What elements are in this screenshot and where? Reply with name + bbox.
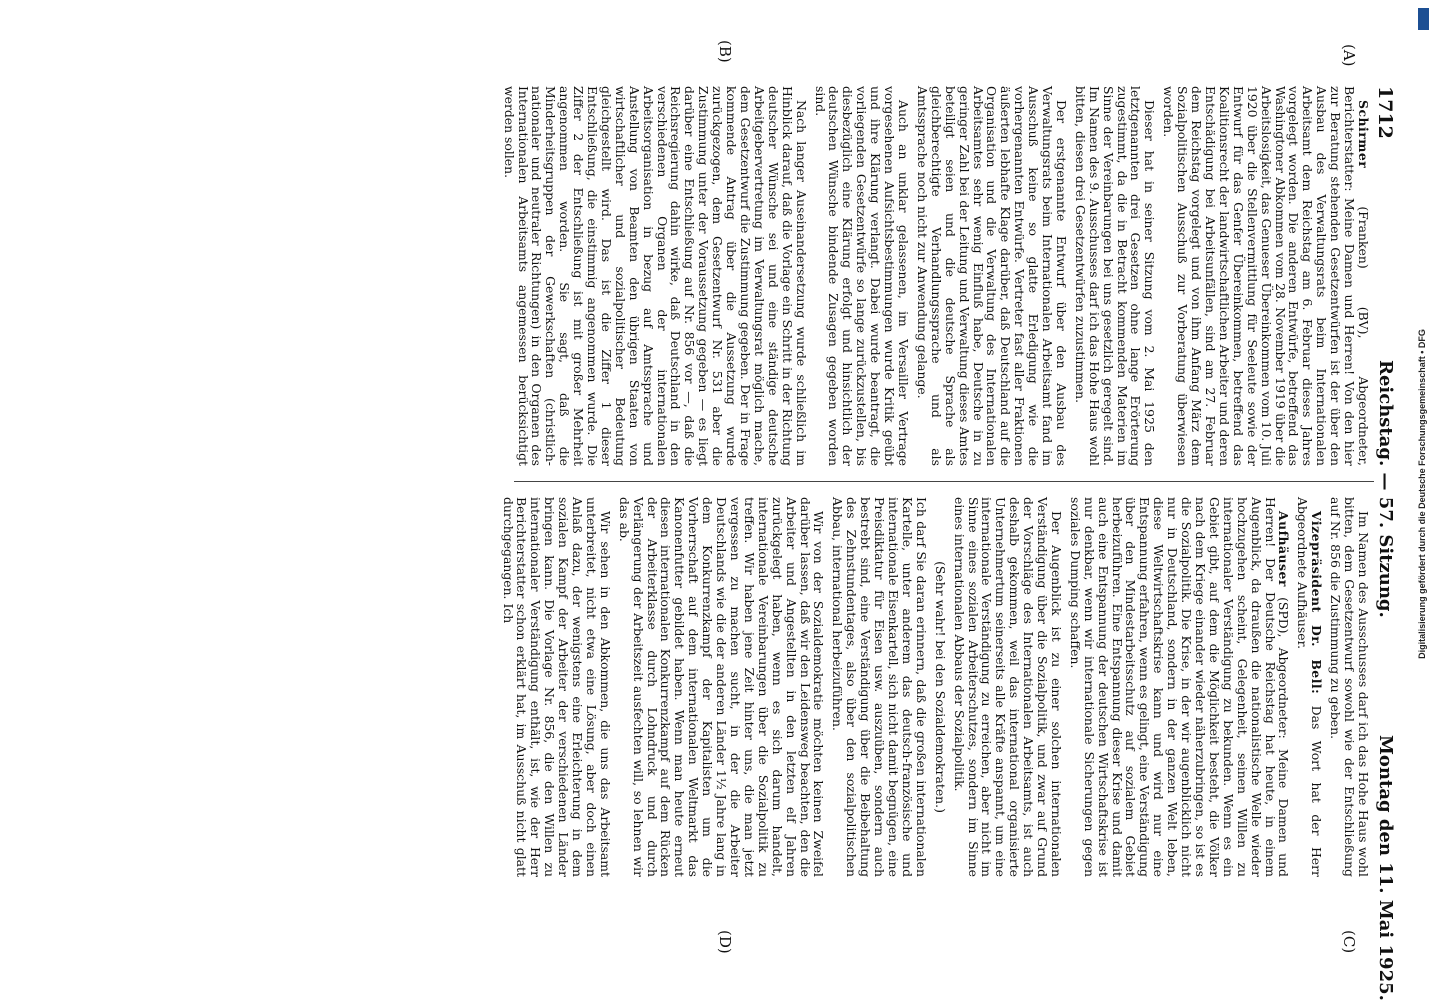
left-column-paragraph bbox=[502, 86, 808, 466]
margin-marker-a: (A) bbox=[1340, 44, 1358, 67]
speaker-name: Schirmer bbox=[1356, 100, 1371, 169]
date-header: Montag den 11. Mai 1925. bbox=[1375, 735, 1396, 1001]
paragraph-text: Ich darf Sie daran erinnern, daß die großen internationalen Kartelle, unter anderem das deutsch-französische und internationale Eisenkartell, sich nicht damit begnügen, eine Preisdiktatur für Eisen usw. auszuüben, sondern auch bestrebt sind, eine Verständigung über die Beibehaltung des Zehnstundentages, also über den sozialpolitischen Abbau, international herbeizuführen. bbox=[830, 497, 929, 877]
paragraph-text: Wir von der Sozialdemokratie möchten keinen Zweifel darüber lassen, daß wir den Leidensweg beachten, den die Arbeiter und Angestellten in den letzten elf Jahren zurückgelegt haben, wenn es sich darum handelt, internationale Vereinbarungen über die Sozialpolitik zu treffen. Wir haben jene Zeit hinter uns, die man jetzt vergessen zu machen sucht, in der die Arbeiter Deutschlands wie die der anderen Länder 1½ Jahre lang in dem Konkurrenzkampf der Kapitalisten um die Vorherrschaft auf dem internationalen Weltmarkt das Kanonenfutter gebildet haben. Wenn man heute erneut diesen internationalen Konkurrenzkampf auf dem Rücken der Arbeiterklasse durch Lohndruck und durch Verlängerung der Arbeitszeit ausfechten will, so lehnen wir das ab. bbox=[616, 497, 827, 877]
right-column-paragraph bbox=[617, 497, 826, 877]
paragraph-text: Der Augenblick ist zu einer solchen internationalen Verständigung über die Sozialpolitik, und zwar auf Grund der Vorschläge des Internationalen Arbeitsamts, ist auch deshalb gekommen, weil das international organisierte Unternehmertum seinerseits alle Kräfte anspannt, um eine internationale Verständigung zu erreichen, aber nicht im Sinne eines sozialen Arbeiterschutzes, sondern im Sinne eines internationalen Abbaus der Sozialpolitik. bbox=[951, 497, 1064, 877]
paragraph-text: Wir sehen in den Abkommen, die uns das Arbeitsamt unterbreitet, nicht etwa eine Lösung, aber doch einen Anlaß dazu, der wenigstens eine Erleichterung in dem sozialen Kampf der Arbeiter der verschiedenen Länder bringen kann. Die Vorlage Nr. 856, die den Willen zu internationaler Verständigung enthält, ist, wie der Herr Berichterstatter schon erklärt hat, im Ausschuß nicht glatt durchgegangen. Ich bbox=[500, 497, 613, 877]
left-text-column bbox=[501, 86, 1371, 466]
session-header: Reichstag. — 57. Sitzung. bbox=[1375, 360, 1396, 618]
right-column-paragraph bbox=[501, 497, 612, 877]
paragraph-text: (SPD), Abgeordneter: Meine Damen und Herren! Der Deutsche Reichstag hat heute, in einem Augenblick, da draußen die nationalistische Welle wieder hochzugehen scheint, Gelegenheit, seinen Willen zu internationaler Verständigung zu bekunden. Wenn es ein Gebiet gibt, auf dem die Möglichkeit besteht, die Völker nach dem Kriege einander wieder näherzubringen, so ist es die Sozialpolitik. Die Krise, in der wir augenblicklich nicht nur in Deutschland, sondern in der ganzen Welt leben, diese Weltwirtschaftskrise kann und wird nur eine Entspannung erfahren, wenn es gelingt, eine Verständigung über den Mindestarbeitsschutz auf sozialem Gebiet herbeizuführen. Eine Entspannung dieser Krise und damit auch eine Entspannung der deutschen Wirtschaftskrise ist nur denkbar, wenn wir internationale Sicherungen gegen soziales Dumping schaffen. bbox=[1067, 497, 1292, 877]
right-text-column bbox=[500, 497, 1371, 877]
right-column-paragraph bbox=[1295, 497, 1323, 877]
paragraph-text: Im Namen des Ausschusses darf ich das Hohe Haus wohl bitten, dem Gesetzentwurf sowohl wie der Entschließung auf Nr. 856 die Zustimmung zu geben. bbox=[1328, 497, 1371, 877]
left-column-paragraph bbox=[813, 86, 910, 466]
paragraph-text: Nach langer Auseinandersetzung wurde schließlich im Hinblick darauf, daß die Vorlage ein Schritt in der Richtung deutscher Wünsche sei und eine ständige deutsche Arbeitgebervertretung im Verwaltungsrat möglich mache, dem Gesetzentwurf die Zustimmung gegeben. Der in Frage kommende Antrag über die Aussetzung wurde zurückgezogen, dem Gesetzentwurf Nr. 531 aber die Zustimmung unter der Voraussetzung gegeben — es liegt darüber eine Entschließung auf Nr. 856 vor —, daß die Reichsregierung dahin wirke, daß Deutschland in den verschiedenen Organen der internationalen Arbeitsorganisation in bezug auf Amtssprache und Anstellung von Beamten den übrigen Staaten von wirtschaftlicher und sozialpolitischer Bedeutung gleichgestellt wird. Das ist die Ziffer 1 dieser Entschließung, die einstimmig angenommen wurde. Die Ziffer 2 der Entschließung ist mit großer Mehrheit angenommen worden. Sie sagt, daß die Minderheitsgruppen der Gewerkschaften (christlich-nationaler und neutraler Richtungen) in den Organen des Internationalen Arbeitsamts angemessen berücksichtigt werden sollen. bbox=[501, 86, 809, 466]
margin-marker-c: (C) bbox=[1340, 930, 1358, 954]
right-column-paragraph bbox=[952, 497, 1063, 877]
margin-marker-b: (B) bbox=[716, 40, 734, 63]
paragraph-text: Auch an unklar gelassenen, im Versailler Vertrage vorgesehenen Aufsichtsbestimmungen wurde Kritik geübt und ihre Klärung verlangt. Dabei wurde beantragt, die vorliegenden Gesetzentwürfe so lange zurückzustellen, bis diesbezüglich eine Klärung erfolgt und hinsichtlich der deutschen Wünsche bindende Zusagen gegeben worden sind. bbox=[812, 86, 911, 466]
paragraph-text: Das Wort hat der Herr Abgeordnete Aufhäuser. bbox=[1295, 497, 1325, 877]
right-column-paragraph bbox=[1068, 497, 1291, 877]
column-divider bbox=[514, 481, 1374, 482]
left-column-paragraph bbox=[1073, 86, 1156, 466]
right-column-paragraph bbox=[933, 497, 947, 877]
right-column-paragraph bbox=[1328, 497, 1370, 877]
margin-marker-d: (D) bbox=[716, 930, 734, 954]
digitization-notice bbox=[1417, 8, 1429, 992]
paragraph-text: Der erstgenannte Entwurf über den Ausbau des Verwaltungsrats beim Internationalen Arbeitsamt fand im Ausschuß keine so glatte Erledigung wie die vorhergenannten Entwürfe. Vertreter fast aller Fraktionen äußerten lebhafte Klage darüber, daß Deutschland auf die Organisation und die Verwaltung des Internationalen Arbeitsamtes sehr wenig Einfluß habe, Deutsche in zu geringer Zahl bei der Leitung und Verwaltung dieses Amtes beteiligt seien und die deutsche Sprache als gleichberechtigte Verhandlungssprache und als Amtssprache noch nicht zur Anwendung gelange. bbox=[914, 86, 1069, 466]
left-column-paragraph bbox=[915, 86, 1068, 466]
digitization-notice-text: Digitalisierung gefördert durch die Deutsche Forschungsgemeinschaft • DFG bbox=[1417, 329, 1427, 659]
right-column-paragraph bbox=[830, 497, 927, 877]
page-number: 1712 bbox=[1374, 86, 1396, 139]
paragraph-text: (Sehr wahr! bei den Sozialdemokraten.) bbox=[932, 561, 948, 813]
speaker-name: Aufhäuser bbox=[1276, 511, 1292, 587]
speaker-name: Vizepräsident Dr. Bell: bbox=[1309, 511, 1325, 695]
left-column-paragraph bbox=[1161, 86, 1370, 466]
paragraph-text: (Franken) (BV), Abgeordneter, Berichterstatter: Meine Damen und Herren! Von den hier zur Beratung stehenden Gesetzentwürfen ist der über den Ausbau des Verwaltungsrats beim Internationalen Arbeitsamt dem Reichstag am 6. Februar dieses Jahres vorgelegt worden. Die anderen Entwürfe, betreffend das Washingtoner Abkommen vom 28. November 1919 über die Arbeitslosigkeit, das Genueser Übereinkommen vom 10. Juli 1920 über die Stellenvermittlung für Seeleute sowie der Entwurf für das Genfer Übereinkommen, betreffend das Koalitionsrecht der landwirtschaftlichen Arbeiter und deren Entschädigung bei Arbeitsunfällen, sind am 27. Februar dem Reichstag vorgelegt und von ihm Anfang März dem Sozialpolitischen Ausschuß zur Vorberatung überwiesen worden. bbox=[1161, 86, 1371, 466]
paragraph-text: Dieser hat in seiner Sitzung vom 2. Mai 1925 den letztgenannten drei Gesetzen ohne lange Erörterung zugestimmt, da die in Betracht kommenden Materien im Sinne der Vereinbarungen bei uns gesetzlich geregelt sind. Im Namen des 9. Ausschusses darf ich das Hohe Haus wohl bitten, diesen drei Gesetzentwürfen zuzustimmen. bbox=[1072, 86, 1158, 466]
